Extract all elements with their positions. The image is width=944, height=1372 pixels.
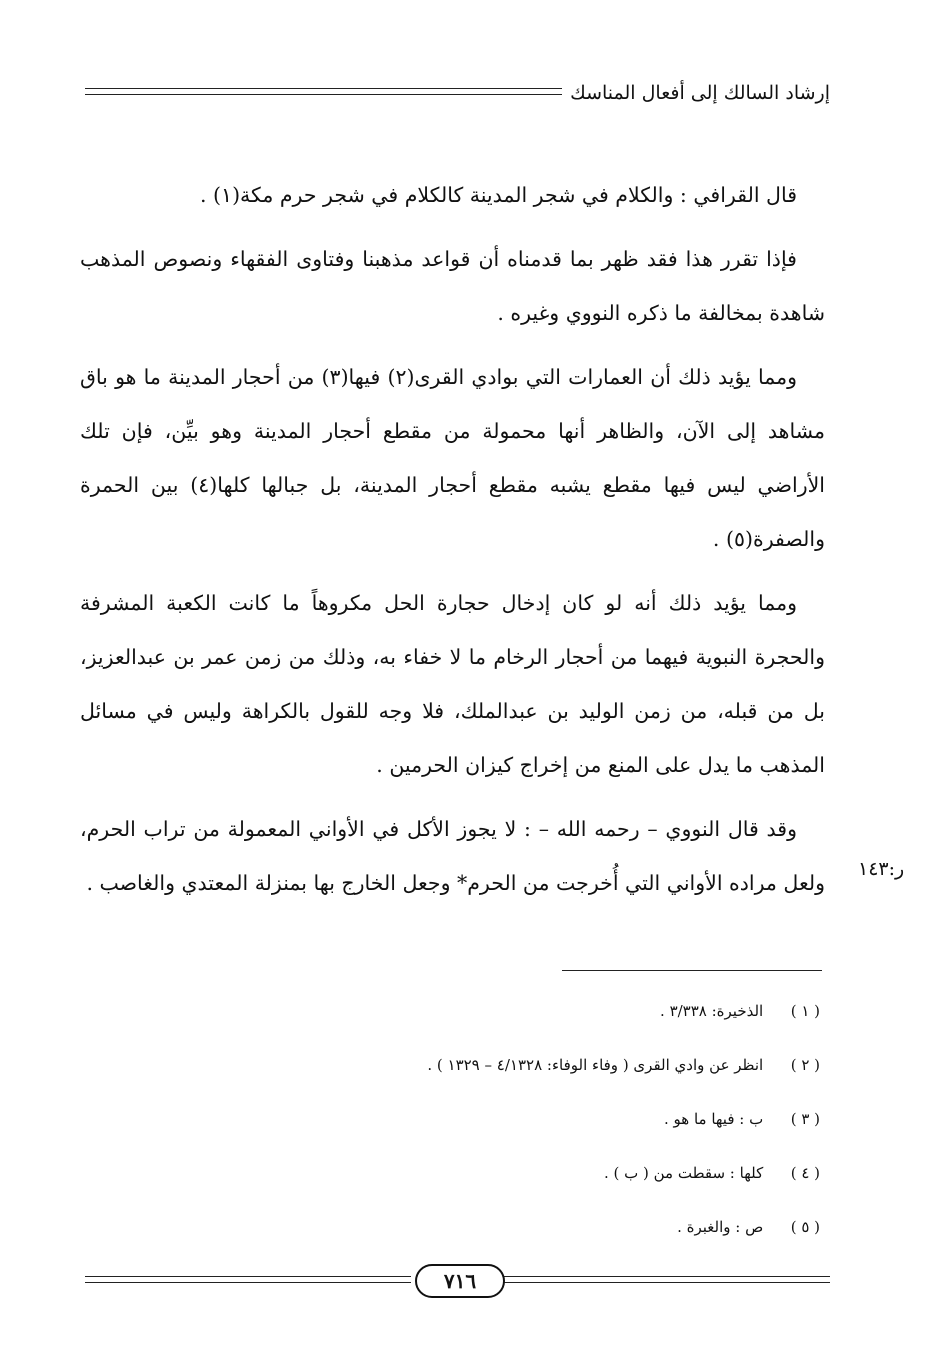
paragraph: ومما يؤيد ذلك أن العمارات التي بوادي القرى(٢) فيها(٣) من أحجار المدينة ما هو باق مشاهد إلى الآن، والظاهر أنها محمولة من مقطع أحجار المدينة وهو بيِّن، فإن تلك الأراضي ليس فيها مقطع يشبه مقطع أحجار المدينة، بل جبالها كلها(٤) بين الحمرة والصفرة(٥) . xyxy=(80,365,825,551)
footer-rule-right xyxy=(504,1276,830,1283)
footnote-text: الذخيرة: ٣/٣٣٨ . xyxy=(660,1002,764,1020)
page-footer xyxy=(85,1264,830,1304)
running-header xyxy=(85,80,830,110)
footnote-text: ص : والغبرة . xyxy=(677,1218,764,1236)
footer-rule-left xyxy=(85,1276,411,1283)
footnote-text: كلها : سقطت من ( ب ) . xyxy=(603,1164,764,1182)
main-text xyxy=(80,168,825,920)
footnote-number: ( ٥ ) xyxy=(790,1218,820,1236)
footnote-text: انظر عن وادي القرى ( وفاء الوفاء: ٤/١٣٢٨ – ١٣٢٩ ) . xyxy=(427,1056,764,1074)
footnote-number: ( ٣ ) xyxy=(790,1110,820,1128)
paragraph: فإذا تقرر هذا فقد ظهر بما قدمناه أن قواعد مذهبنا وفتاوى الفقهاء ونصوص المذهب شاهدة بمخالفة ما ذكره النووي وغيره . xyxy=(80,247,825,325)
footnote xyxy=(180,1158,820,1212)
footnote-number: ( ١ ) xyxy=(790,1002,820,1020)
footnote xyxy=(180,1104,820,1158)
footnote-number: ( ٤ ) xyxy=(790,1164,820,1182)
footnote xyxy=(180,996,820,1050)
footnote xyxy=(180,1212,820,1266)
book-title: إرشاد السالك إلى أفعال المناسك xyxy=(562,80,830,106)
header-rule xyxy=(85,88,565,95)
paragraph: قال القرافي : والكلام في شجر المدينة كالكلام في شجر حرم مكة(١) . xyxy=(200,183,797,207)
footnotes xyxy=(180,996,820,1266)
footnote xyxy=(180,1050,820,1104)
paragraph: ومما يؤيد ذلك أنه لو كان إدخال حجارة الحل مكروهاً ما كانت الكعبة المشرفة والحجرة النبوية فيهما من أحجار الرخام ما لا خفاء به، وذلك من زمن عمر بن عبدالعزيز، بل من قبله، من زمن الوليد بن عبدالملك، فلا وجه للقول بالكراهة وليس في مسائل المذهب ما يدل على المنع من إخراج كيزان الحرمين . xyxy=(80,591,825,777)
footnote-number: ( ٢ ) xyxy=(790,1056,820,1074)
paragraph: وقد قال النووي – رحمه الله – : لا يجوز الأكل في الأواني المعمولة من تراب الحرم، ولعل مراده الأواني التي أُخرجت من الحرم* وجعل الخارج بها بمنزلة المعتدي والغاصب . xyxy=(80,817,825,895)
page-number: ٧١٦ xyxy=(415,1264,505,1298)
footnote-separator xyxy=(562,970,822,971)
footnote-text: ب : فيها ما هو . xyxy=(663,1110,764,1128)
margin-reference: ر:١٤٣ xyxy=(858,858,905,880)
